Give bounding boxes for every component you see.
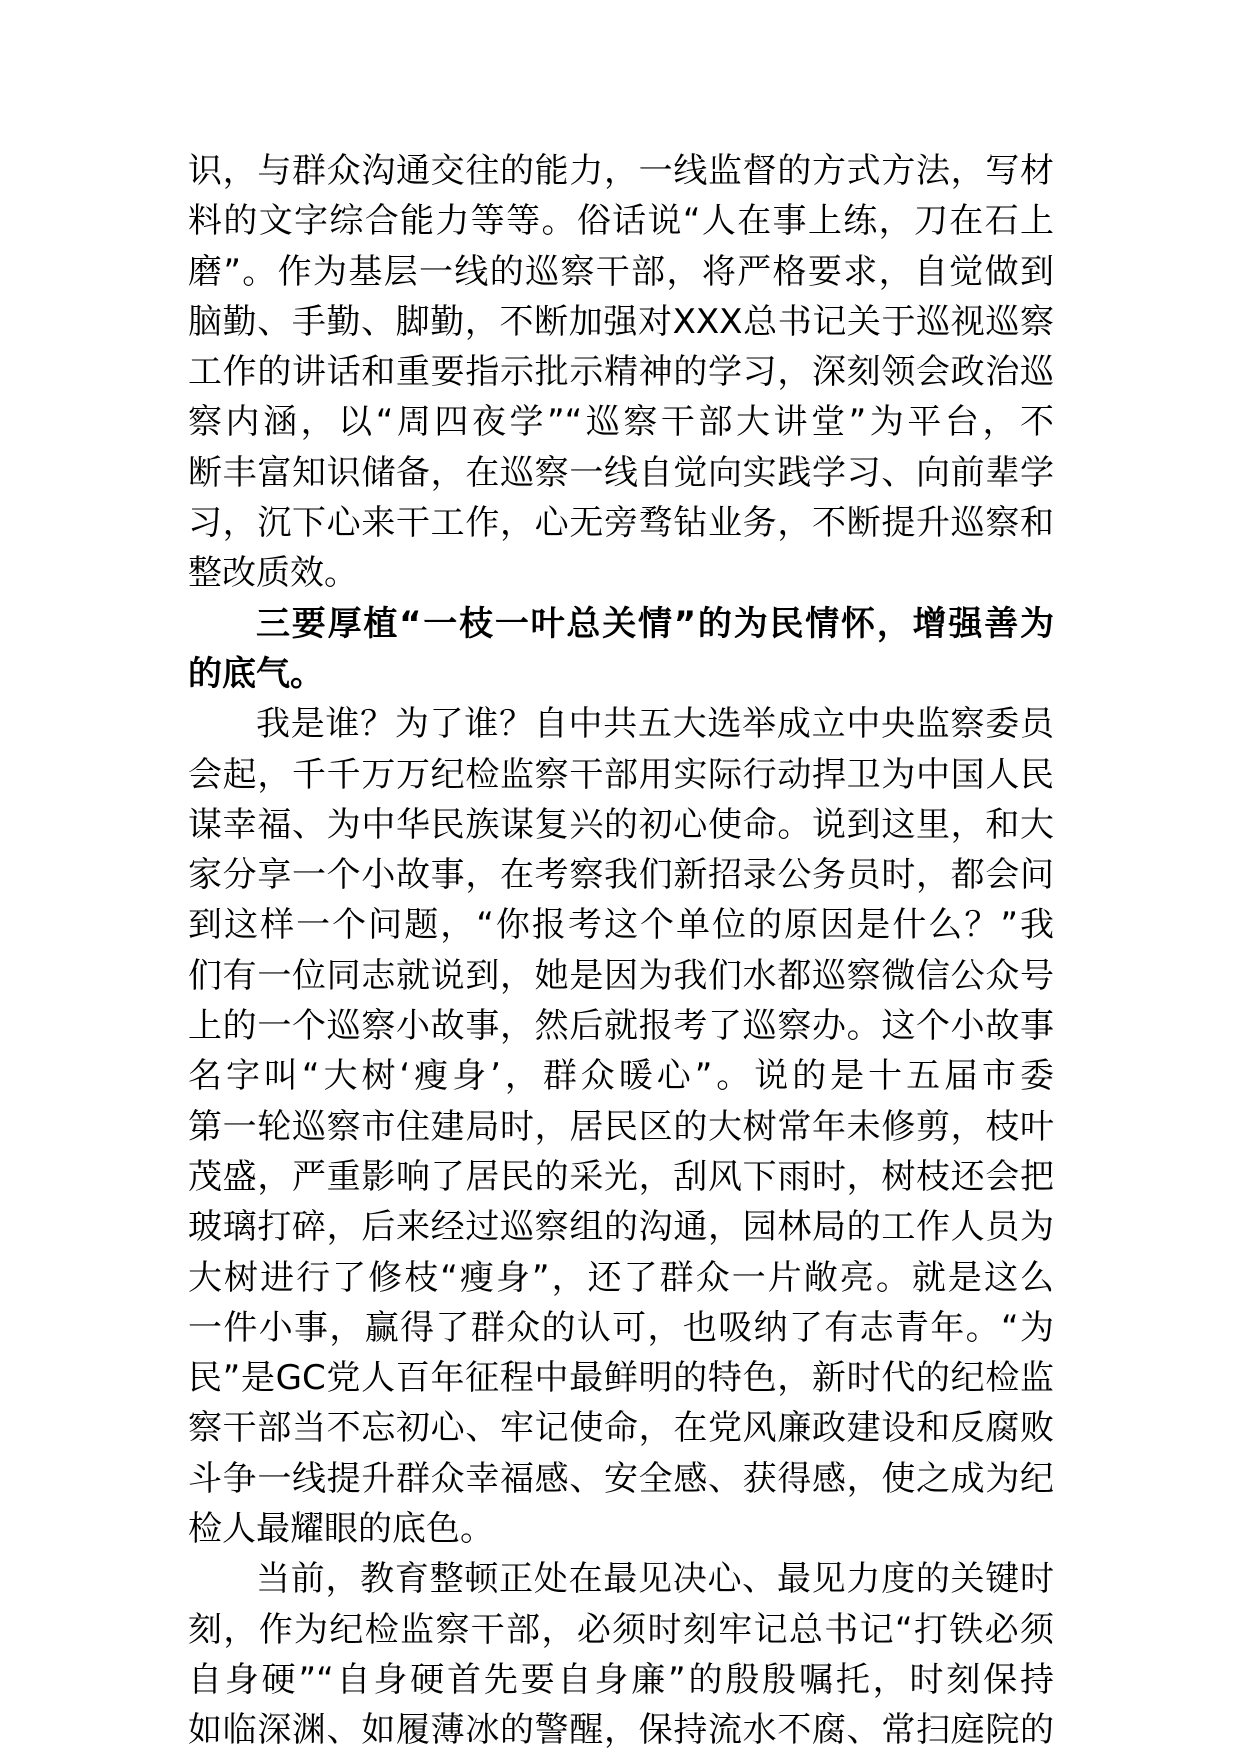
text-line: 整改质效。 (188, 553, 358, 594)
text-line: 我是谁？为了谁？自中共五大选举成立中央监察委员 (256, 704, 1054, 745)
text-line: 如临深渊、如履薄冰的警醒，保持流水不腐、常扫庭院的 (188, 1710, 1054, 1751)
text-line: 斗争一线提升群众幸福感、安全感、获得感，使之成为纪 (188, 1458, 1054, 1499)
text-line: 民”是GC党人百年征程中最鲜明的特色，新时代的纪检监 (188, 1358, 1054, 1399)
section-heading (188, 599, 1054, 700)
text-line: 名字叫“大树‘瘦身’，群众暖心”。说的是十五届市委 (188, 1056, 1054, 1097)
text-line: 会起，千千万万纪检监察干部用实际行动捍卫为中国人民 (188, 754, 1054, 795)
text-line: 察内涵，以“周四夜学”“巡察干部大讲堂”为平台，不 (188, 402, 1054, 443)
text-line: 断丰富知识储备，在巡察一线自觉向实践学习、向前辈学 (188, 452, 1054, 493)
text-line: 玻璃打碎，后来经过巡察组的沟通，园林局的工作人员为 (188, 1207, 1054, 1248)
text-line: 工作的讲话和重要指示批示精神的学习，深刻领会政治巡 (188, 352, 1054, 393)
text-line: 刻，作为纪检监察干部，必须时刻牢记总书记“打铁必须 (188, 1609, 1054, 1650)
text-line: 大树进行了修枝“瘦身”，还了群众一片敞亮。就是这么 (188, 1257, 1054, 1298)
text-line: 上的一个巡察小故事，然后就报考了巡察办。这个小故事 (188, 1006, 1054, 1047)
text-line: 当前，教育整顿正处在最见决心、最见力度的关键时 (256, 1559, 1054, 1600)
heading-line: 三要厚植“一枝一叶总关情”的为民情怀，增强善为 (256, 603, 1054, 644)
text-line: 第一轮巡察市住建局时，居民区的大树常年未修剪，枝叶 (188, 1106, 1054, 1147)
text-line: 识，与群众沟通交往的能力，一线监督的方式方法，写材 (188, 151, 1054, 191)
text-line: 们有一位同志就说到，她是因为我们水都巡察微信公众号 (188, 955, 1054, 996)
paragraph-story (188, 699, 1054, 1554)
text-line: 谋幸福、为中华民族谋复兴的初心使命。说到这里，和大 (188, 804, 1054, 845)
text-line: 到这样一个问题，“你报考这个单位的原因是什么？”我 (188, 905, 1054, 946)
document-body (188, 146, 1054, 1756)
text-line: 家分享一个小故事，在考察我们新招录公务员时，都会问 (188, 855, 1054, 896)
text-line: 检人最耀眼的底色。 (188, 1509, 494, 1550)
text-line: 自身硬”“自身硬首先要自身廉”的殷殷嘱托，时刻保持 (188, 1659, 1054, 1700)
text-line: 一件小事，赢得了群众的认可，也吸纳了有志青年。“为 (188, 1307, 1054, 1348)
text-line: 料的文字综合能力等等。俗话说“人在事上练，刀在石上 (188, 201, 1054, 242)
paragraph-continuation (188, 146, 1054, 599)
text-line: 茂盛，严重影响了居民的采光，刮风下雨时，树枝还会把 (188, 1156, 1054, 1197)
heading-line: 的底气。 (188, 653, 324, 694)
paragraph-current (188, 1554, 1054, 1755)
text-line: 习，沉下心来干工作，心无旁骛钻业务，不断提升巡察和 (188, 503, 1054, 544)
text-line: 磨”。作为基层一线的巡察干部，将严格要求，自觉做到 (188, 251, 1054, 292)
text-line: 察干部当不忘初心、牢记使命，在党风廉政建设和反腐败 (188, 1408, 1054, 1449)
text-line: 脑勤、手勤、脚勤，不断加强对XXX总书记关于巡视巡察 (188, 301, 1054, 342)
